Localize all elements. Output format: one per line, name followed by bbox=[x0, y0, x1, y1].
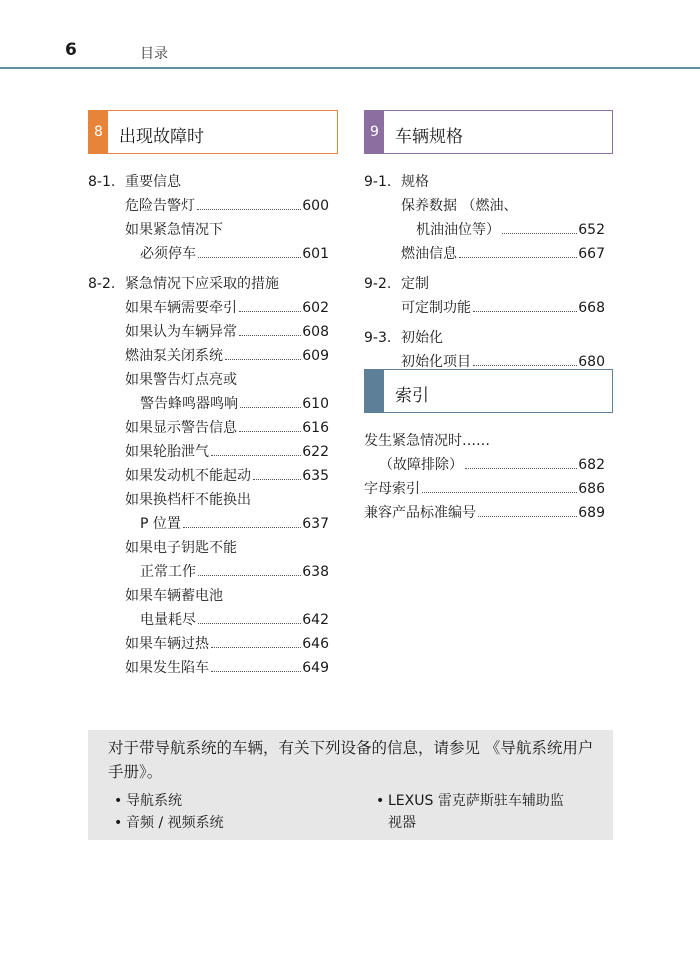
section-title: 紧急情况下应采取的措施 bbox=[125, 276, 279, 292]
toc-entry-line bbox=[125, 656, 329, 680]
chapter-9-number: 9 bbox=[365, 111, 384, 153]
section-number: 9-2. bbox=[364, 276, 392, 292]
page-ref[interactable]: 609 bbox=[302, 348, 329, 364]
toc-entry[interactable] bbox=[88, 296, 329, 320]
bullet-dot: • bbox=[114, 815, 123, 831]
section-heading[interactable] bbox=[364, 272, 605, 296]
toc-entry[interactable] bbox=[88, 656, 329, 680]
page-ref[interactable]: 638 bbox=[302, 564, 329, 580]
entry-label: 如果发动机不能起动 bbox=[125, 468, 251, 484]
bullet-item bbox=[114, 790, 354, 812]
toc-entry[interactable] bbox=[364, 429, 605, 477]
section-number: 8-2. bbox=[88, 276, 116, 292]
toc-entry-line bbox=[125, 416, 329, 440]
toc-entry[interactable] bbox=[364, 194, 605, 242]
note-bullets-right bbox=[376, 790, 606, 834]
section-title: 规格 bbox=[401, 174, 429, 190]
header-rule bbox=[0, 67, 700, 69]
dot-leader bbox=[478, 516, 577, 517]
toc-entry-line bbox=[125, 536, 329, 560]
chapter-9-heading[interactable] bbox=[364, 110, 613, 154]
page-ref[interactable]: 616 bbox=[302, 420, 329, 436]
entry-label: 如果车辆需要牵引 bbox=[125, 300, 237, 316]
dot-leader bbox=[239, 431, 301, 432]
section-heading[interactable] bbox=[364, 326, 605, 350]
dot-leader bbox=[211, 455, 301, 456]
chapter-8-toc bbox=[88, 170, 329, 680]
page-ref[interactable]: 652 bbox=[578, 222, 605, 238]
bullet-text: LEXUS 雷克萨斯驻车辅助监 bbox=[388, 793, 564, 809]
dot-leader bbox=[211, 647, 301, 648]
index-color-tab bbox=[365, 370, 384, 412]
toc-entry-line bbox=[125, 488, 329, 512]
navigation-note bbox=[88, 730, 613, 840]
entry-label: 如果紧急情况下 bbox=[125, 222, 223, 238]
page-ref[interactable]: 610 bbox=[302, 396, 329, 412]
dot-leader bbox=[465, 468, 577, 469]
dot-leader bbox=[225, 359, 301, 360]
toc-entry-line bbox=[401, 242, 605, 266]
toc-entry-line bbox=[125, 608, 329, 632]
page-ref[interactable]: 600 bbox=[302, 198, 329, 214]
note-bullets-left bbox=[114, 790, 354, 834]
toc-entry[interactable] bbox=[88, 344, 329, 368]
toc-entry-line bbox=[125, 560, 329, 584]
bullet-dot: • bbox=[376, 793, 385, 809]
page-ref[interactable]: 637 bbox=[302, 516, 329, 532]
page-ref[interactable]: 680 bbox=[578, 354, 605, 370]
entry-label: 必须停车 bbox=[140, 246, 196, 262]
toc-entry[interactable] bbox=[88, 464, 329, 488]
entry-label: 如果认为车辆异常 bbox=[125, 324, 237, 340]
entry-label: 如果警告灯点亮或 bbox=[125, 372, 237, 388]
entry-label: 如果车辆蓄电池 bbox=[125, 588, 223, 604]
dot-leader bbox=[502, 233, 577, 234]
section-heading[interactable] bbox=[88, 272, 329, 296]
bullet-text: 视器 bbox=[388, 815, 416, 831]
toc-entry[interactable] bbox=[88, 416, 329, 440]
toc-entry-line bbox=[125, 440, 329, 464]
toc-entry-line bbox=[125, 464, 329, 488]
dot-leader bbox=[198, 623, 301, 624]
page-ref[interactable]: 667 bbox=[578, 246, 605, 262]
section-title: 初始化 bbox=[401, 330, 443, 346]
dot-leader bbox=[183, 527, 301, 528]
toc-entry-line bbox=[125, 632, 329, 656]
entry-label: 如果发生陷车 bbox=[125, 660, 209, 676]
toc-entry-line bbox=[401, 350, 605, 374]
page-ref[interactable]: 686 bbox=[578, 481, 605, 497]
toc-entry-line bbox=[125, 368, 329, 392]
page-ref[interactable]: 646 bbox=[302, 636, 329, 652]
entry-label: （故障排除） bbox=[379, 457, 463, 473]
bullet-dot bbox=[376, 812, 388, 834]
chapter-9-title: 车辆规格 bbox=[395, 127, 463, 147]
toc-entry[interactable] bbox=[364, 296, 605, 320]
entry-label: 机油油位等） bbox=[416, 222, 500, 238]
entry-label: 正常工作 bbox=[140, 564, 196, 580]
entry-label: P 位置 bbox=[140, 516, 181, 532]
toc-entry[interactable] bbox=[88, 218, 329, 266]
page-ref[interactable]: 608 bbox=[302, 324, 329, 340]
toc-entry-line bbox=[125, 194, 329, 218]
toc-entry[interactable] bbox=[88, 584, 329, 632]
page-ref[interactable]: 602 bbox=[302, 300, 329, 316]
bullet-dot: • bbox=[114, 793, 123, 809]
toc-entry-line bbox=[401, 194, 605, 218]
dot-leader bbox=[198, 575, 301, 576]
toc-entry[interactable] bbox=[364, 501, 605, 525]
entry-label: 如果电子钥匙不能 bbox=[125, 540, 237, 556]
dot-leader bbox=[253, 479, 301, 480]
toc-entry-line bbox=[125, 296, 329, 320]
toc-entry-line bbox=[125, 242, 329, 266]
entry-label: 电量耗尽 bbox=[140, 612, 196, 628]
bullet-item bbox=[376, 790, 606, 812]
toc-entry[interactable] bbox=[364, 477, 605, 501]
dot-leader bbox=[198, 257, 301, 258]
page-ref[interactable]: 622 bbox=[302, 444, 329, 460]
toc-entry[interactable] bbox=[88, 632, 329, 656]
entry-label: 初始化项目 bbox=[401, 354, 471, 370]
dot-leader bbox=[422, 492, 577, 493]
bullet-text: 导航系统 bbox=[126, 793, 182, 809]
entry-label: 如果换档杆不能换出 bbox=[125, 492, 251, 508]
dot-leader bbox=[239, 335, 301, 336]
dot-leader bbox=[239, 311, 301, 312]
toc-entry-line bbox=[125, 320, 329, 344]
entry-label: 可定制功能 bbox=[401, 300, 471, 316]
chapter-8-number: 8 bbox=[89, 111, 108, 153]
toc-entry-line bbox=[125, 584, 329, 608]
entry-label: 如果车辆过热 bbox=[125, 636, 209, 652]
chapter-8-heading[interactable] bbox=[88, 110, 338, 154]
entry-label: 警告蜂鸣器鸣响 bbox=[140, 396, 238, 412]
toc-entry-line bbox=[125, 392, 329, 416]
section-number: 9-1. bbox=[364, 174, 392, 190]
page-ref[interactable]: 682 bbox=[578, 457, 605, 473]
bullet-item bbox=[114, 812, 354, 834]
entry-label: 如果轮胎泄气 bbox=[125, 444, 209, 460]
dot-leader bbox=[240, 407, 301, 408]
section-title: 定制 bbox=[401, 276, 429, 292]
page-title: 目录 bbox=[140, 46, 168, 62]
page-ref[interactable]: 642 bbox=[302, 612, 329, 628]
index-heading[interactable] bbox=[364, 369, 613, 413]
entry-label: 字母索引 bbox=[364, 481, 420, 497]
page-ref[interactable]: 649 bbox=[302, 660, 329, 676]
section-number: 9-3. bbox=[364, 330, 392, 346]
toc-entry-line bbox=[125, 512, 329, 536]
dot-leader bbox=[459, 257, 577, 258]
chapter-9-toc bbox=[364, 170, 605, 374]
entry-label: 兼容产品标准编号 bbox=[364, 505, 476, 521]
page-ref[interactable]: 635 bbox=[302, 468, 329, 484]
entry-label: 危险告警灯 bbox=[125, 198, 195, 214]
entry-label: 燃油泵关闭系统 bbox=[125, 348, 223, 364]
index-title: 索引 bbox=[395, 386, 429, 406]
bullet-item bbox=[376, 812, 606, 834]
page-ref[interactable]: 668 bbox=[578, 300, 605, 316]
dot-leader bbox=[197, 209, 301, 210]
toc-entry-line bbox=[364, 453, 605, 477]
toc-entry-line bbox=[125, 344, 329, 368]
toc-entry[interactable] bbox=[88, 440, 329, 464]
toc-entry[interactable] bbox=[88, 488, 329, 536]
toc-entry-line bbox=[401, 296, 605, 320]
section-number: 8-1. bbox=[88, 174, 116, 190]
page-ref[interactable]: 601 bbox=[302, 246, 329, 262]
toc-entry-line bbox=[364, 477, 605, 501]
toc-entry-line bbox=[364, 429, 605, 453]
toc-entry[interactable] bbox=[364, 350, 605, 374]
toc-entry[interactable] bbox=[364, 242, 605, 266]
toc-entry-line bbox=[125, 218, 329, 242]
entry-label: 保养数据 （燃油、 bbox=[401, 198, 518, 214]
bullet-text: 音频 / 视频系统 bbox=[126, 815, 224, 831]
dot-leader bbox=[211, 671, 301, 672]
page-number: 6 bbox=[65, 40, 77, 60]
dot-leader bbox=[473, 365, 577, 366]
toc-entry[interactable] bbox=[88, 320, 329, 344]
dot-leader bbox=[473, 311, 577, 312]
note-text: 对于带导航系统的车辆，有关下列设备的信息，请参见 《导航系统用户手册》。 bbox=[108, 739, 594, 781]
toc-entry[interactable] bbox=[88, 368, 329, 416]
entry-label: 发生紧急情况时…… bbox=[364, 433, 490, 449]
entry-label: 燃油信息 bbox=[401, 246, 457, 262]
toc-entry-line bbox=[401, 218, 605, 242]
section-heading[interactable] bbox=[364, 170, 605, 194]
toc-entry-line bbox=[364, 501, 605, 525]
chapter-8-title: 出现故障时 bbox=[119, 127, 204, 147]
entry-label: 如果显示警告信息 bbox=[125, 420, 237, 436]
index-toc bbox=[364, 429, 605, 525]
page-ref[interactable]: 689 bbox=[578, 505, 605, 521]
section-heading[interactable] bbox=[88, 170, 329, 194]
section-title: 重要信息 bbox=[125, 174, 181, 190]
toc-entry[interactable] bbox=[88, 536, 329, 584]
toc-entry[interactable] bbox=[88, 194, 329, 218]
